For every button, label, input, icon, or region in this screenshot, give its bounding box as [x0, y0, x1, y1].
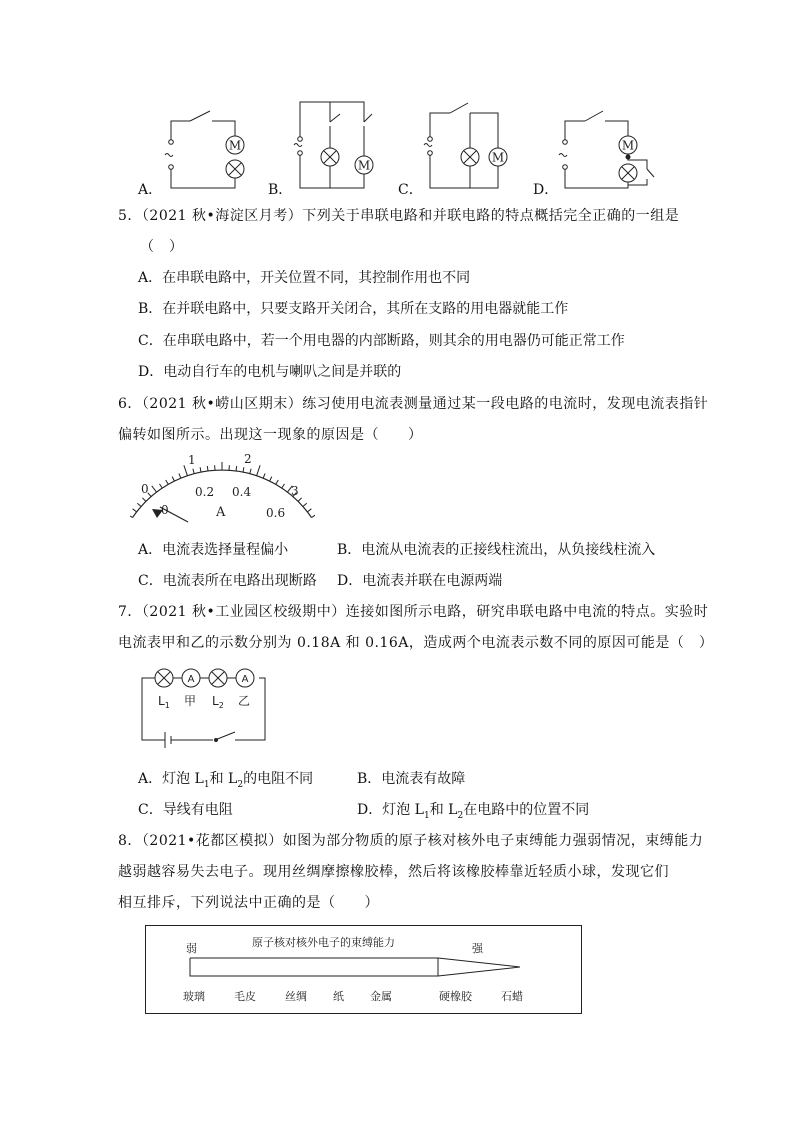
svg-text:A: A [187, 674, 195, 685]
svg-text:M: M [491, 150, 505, 165]
q5-stem-line1: 5．（2021 秋•海淀区月考）下列关于串联电路和并联电路的特点概括完全正确的一组是 [118, 208, 680, 224]
meter-tick [184, 465, 188, 475]
q7-option-b[interactable]: B．电流表有故障 [357, 771, 466, 787]
pencil-scale-bar [190, 958, 520, 976]
meter-tick [160, 484, 163, 488]
meter-tick [236, 466, 237, 471]
meter-tick [152, 486, 157, 492]
q6-stem-line1: 6．（2021 秋•崂山区期末）练习使用电流表测量通过某一段电路的电流时，发现电流表指针 [118, 396, 709, 412]
q7-stem-line2: 电流表甲和乙的示数分别为 0.18A 和 0.16A，造成两个电流表示数不同的原因可能是（ ） [118, 635, 714, 651]
material-3: 纸 [333, 990, 344, 1003]
q5-stem-line2: （ ） [140, 239, 184, 255]
meter-tick [130, 512, 133, 518]
meter-tick [312, 512, 316, 518]
q7-stem-line1: 7．（2021 秋•工业园区校级期中）连接如图所示电路，研究串联电路中电流的特点。实验时 [118, 604, 709, 620]
material-4: 金属 [370, 990, 392, 1003]
meter-tick [200, 467, 201, 472]
weak-label: 弱 [186, 942, 197, 955]
svg-text:L1: $L_1$ [158, 694, 170, 710]
meter-tick [282, 484, 285, 488]
material-6: 石蜡 [501, 990, 523, 1003]
q6-option-a[interactable]: A．电流表选择量程偏小 [138, 542, 289, 558]
meter-tick [250, 469, 251, 474]
meter-tick [142, 498, 146, 502]
q6-option-b[interactable]: B．电流从电流表的正接线柱流出，从负接线柱流入 [337, 542, 656, 558]
meter-tick [270, 477, 272, 481]
meter-inner-label-2: 0.4 [232, 485, 252, 499]
q6-option-d[interactable]: D．电流表并联在电源两端 [337, 573, 503, 589]
meter-tick [137, 503, 141, 506]
q4-option-c[interactable]: C． [398, 182, 423, 198]
meter-inner-label-1: 0.2 [195, 485, 215, 499]
q5-option-b[interactable]: B．在并联电路中，只要支路开关闭合，其所在支路的用电器就能工作 [138, 301, 569, 317]
meter-tick [133, 509, 137, 512]
meter-outer-label-0: 0 [141, 482, 149, 496]
meter-inner-label-3: 0.6 [266, 506, 286, 520]
q4-circuit-b [290, 98, 390, 195]
binding-ability-figure [145, 925, 585, 1017]
q7-option-c[interactable]: C．导线有电阻 [138, 802, 233, 818]
q8-stem-line3: 相互排斥，下列说法中正确的是（ ） [118, 895, 379, 911]
q8-stem-line1: 8．（2021•花都区模拟）如图为部分物质的原子核对核外电子束缚能力强弱情况，束缚能力 [118, 833, 704, 849]
material-2: 丝绸 [285, 990, 307, 1003]
svg-text:A: A [241, 674, 249, 685]
meter-tick [303, 503, 307, 506]
strong-label: 强 [472, 942, 483, 955]
meter-tick [276, 480, 279, 484]
meter-tick [166, 480, 169, 484]
q4-option-a[interactable]: A． [138, 182, 163, 198]
meter-unit: A [216, 505, 226, 520]
q4-option-d[interactable]: D． [533, 182, 559, 198]
q7-option-d[interactable]: D．灯泡 $L_1$和 $L_2$在电路中的位置不同 [357, 802, 590, 821]
meter-inner-label-0: 0 [161, 503, 169, 517]
svg-text:M: M [357, 158, 371, 173]
meter-outer-label-3: 3 [291, 484, 299, 498]
figure-title: 原子核对核外电子的束缚能力 [252, 936, 395, 949]
q7-option-a[interactable]: A．灯泡 $L_1$和 $L_2$的电阻不同 [138, 771, 314, 790]
q5-option-d[interactable]: D．电动自行车的电机与喇叭之间是并联的 [138, 364, 402, 380]
q5-option-a[interactable]: A．在串联电路中，开关位置不同，其控制作用也不同 [138, 270, 471, 286]
material-5: 硬橡胶 [439, 990, 472, 1003]
meter-tick [179, 474, 181, 479]
q6-option-c[interactable]: C．电流表所在电路出现断路 [138, 573, 317, 589]
meter-tick [243, 467, 244, 472]
svg-text:M: M [228, 138, 242, 153]
ammeter-dial [130, 448, 315, 533]
svg-text:甲: 甲 [184, 694, 197, 708]
q4-circuit-c [420, 98, 520, 195]
meter-tick [307, 509, 311, 512]
meter-outer-label-2: 2 [244, 452, 252, 466]
svg-text:乙: 乙 [238, 694, 251, 708]
meter-tick [298, 498, 302, 502]
svg-text:L2: $L_2$ [212, 694, 224, 710]
q6-stem-line2: 偏转如图所示。出现这一现象的原因是（ ） [118, 427, 423, 443]
q4-circuit-a [160, 105, 255, 195]
series-circuit-diagram [138, 664, 273, 749]
q4-option-b[interactable]: B． [268, 182, 293, 198]
material-0: 玻璃 [183, 990, 205, 1003]
svg-text:M: M [621, 138, 635, 153]
meter-tick [257, 465, 261, 475]
q5-option-c[interactable]: C．在串联电路中，若一个用电器的内部断路，则其余的用电器仍可能正常工作 [138, 333, 625, 349]
meter-tick [207, 466, 208, 471]
meter-tick [193, 469, 194, 474]
meter-outer-label-1: 1 [188, 453, 196, 467]
meter-tick [172, 477, 174, 481]
q4-circuit-d [555, 105, 660, 195]
material-1: 毛皮 [234, 990, 256, 1003]
q8-stem-line2: 越弱越容易失去电子。现用丝绸摩擦橡胶棒，然后将该橡胶棒靠近轻质小球，发现它们 [118, 864, 669, 880]
meter-tick [263, 474, 265, 479]
